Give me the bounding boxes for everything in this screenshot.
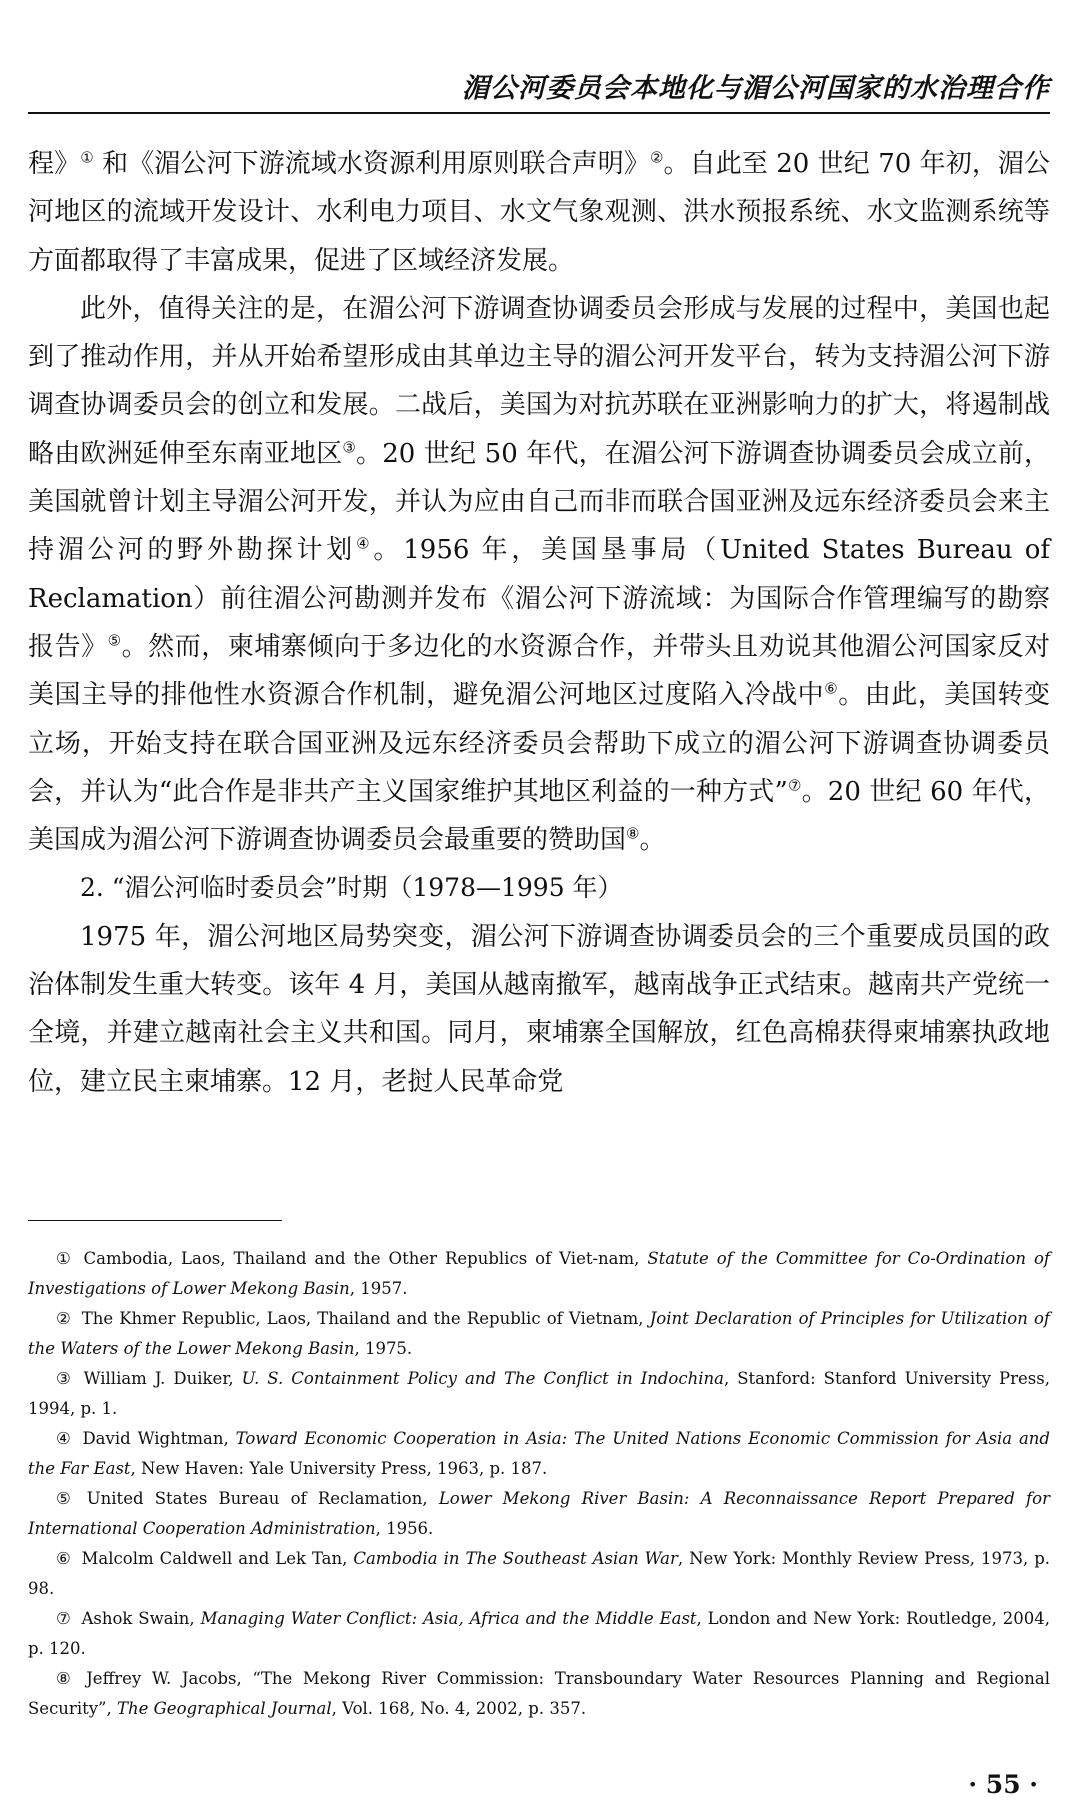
footnote-ref-4[interactable]: ④ <box>356 534 374 553</box>
paragraph-3: 1975 年，湄公河地区局势突变，湄公河下游调查协调委员会的三个重要成员国的政治体制发生重大转变。该年 4 月，美国从越南撤军，越南战争正式结束。越南共产党统一全境，并建立越南社会主义共和国。同月，柬埔寨全国解放，红色高棉获得柬埔寨执政地位，建立民主柬埔寨。12 月，老挝人民革命党 <box>28 921 1050 1097</box>
footnote-ref-6[interactable]: ⑥ <box>824 679 839 698</box>
footnote-1: ① Cambodia, Laos, Thailand and the Other Republics of Viet-nam, Statute of the Committee for Co-Ordination of Investigations of Lower Mekong Basin, 1957. <box>28 1249 1050 1298</box>
footnote-6: ⑥ Malcolm Caldwell and Lek Tan, Cambodia in The Southeast Asian War, New York: Monthly Review Press, 1973, p. 98. <box>28 1549 1050 1598</box>
footnote-ref-8[interactable]: ⑧ <box>626 824 640 843</box>
footnote-separator <box>28 1220 282 1221</box>
footnote-ref-5[interactable]: ⑤ <box>107 631 122 650</box>
footnote-4: ④ David Wightman, Toward Economic Cooperation in Asia: The United Nations Economic Commission for Asia and the Far East, New Haven: Yale University Press, 1963, p. 187. <box>28 1429 1050 1478</box>
footnote-3: ③ William J. Duiker, U. S. Containment Policy and The Conflict in Indochina, Stanford: Stanford University Press, 1994, p. 1. <box>28 1369 1050 1418</box>
footnote-ref-1[interactable]: ① <box>80 148 94 167</box>
footnote-2: ② The Khmer Republic, Laos, Thailand and the Republic of Vietnam, Joint Declaration of Principles for Utilization of the Waters of the Lower Mekong Basin, 1975. <box>28 1309 1051 1358</box>
paragraph-1: 程》① 和《湄公河下游流域水资源利用原则联合声明》②。自此至 20 世纪 70 年初，湄公河地区的流域开发设计、水利电力项目、水文气象观测、洪水预报系统、水文监测系统等方面都取得了丰富成果，促进了区域经济发展。 <box>28 148 1050 276</box>
footnote-5: ⑤ United States Bureau of Reclamation, Lower Mekong River Basin: A Reconnaissance Report Prepared for International Cooperation Administration, 1956. <box>28 1489 1050 1538</box>
header-rule <box>28 112 1050 114</box>
footnote-ref-3[interactable]: ③ <box>342 438 357 457</box>
footnotes <box>28 1244 1050 1724</box>
footnote-7: ⑦ Ashok Swain, Managing Water Conflict: Asia, Africa and the Middle East, London and New York: Routledge, 2004, p. 120. <box>28 1609 1050 1658</box>
running-header: 湄公河委员会本地化与湄公河国家的水治理合作 <box>462 73 1050 104</box>
paragraph-2: 此外，值得关注的是，在湄公河下游调查协调委员会形成与发展的过程中，美国也起到了推动作用，并从开始希望形成由其单边主导的湄公河开发平台，转为支持湄公河下游调查协调委员会的创立和发展。二战后，美国为对抗苏联在亚洲影响力的扩大，将遏制战略由欧洲延伸至东南亚地区③。20 世纪 50 年代，在湄公河下游调查协调委员会成立前，美国就曾计划主导湄公河开发，并认为应由自己而非而联合国亚洲及远东经济委员会来主持湄公河的野外勘探计划④。1956 年，美国垦事局（United States Bureau of Reclamation）前往湄公河勘测并发布《湄公河下游流域：为国际合作管理编写的勘察报告》⑤。然而，柬埔寨倾向于多边化的水资源合作，并带头且劝说其他湄公河国家反对美国主导的排他性水资源合作机制，避免湄公河地区过度陷入冷战中⑥。由此，美国转变立场，开始支持在联合国亚洲及远东经济委员会帮助下成立的湄公河下游调查协调委员会，并认为“此合作是非共产主义国家维护其地区利益的一种方式”⑦。20 世纪 60 年代，美国成为湄公河下游调查协调委员会最重要的赞助国⑧。 <box>28 293 1050 856</box>
page-number: · 55 · <box>968 1770 1038 1799</box>
body-text <box>28 140 1050 1106</box>
footnote-ref-2[interactable]: ② <box>649 148 664 167</box>
section-heading: 2. “湄公河临时委员会”时期（1978—1995 年） <box>80 873 623 903</box>
footnote-ref-7[interactable]: ⑦ <box>787 776 802 795</box>
footnote-8: ⑧ Jeffrey W. Jacobs, “The Mekong River Commission: Transboundary Water Resources Planning and Regional Security”, The Geographical Journal, Vol. 168, No. 4, 2002, p. 357. <box>28 1669 1050 1718</box>
